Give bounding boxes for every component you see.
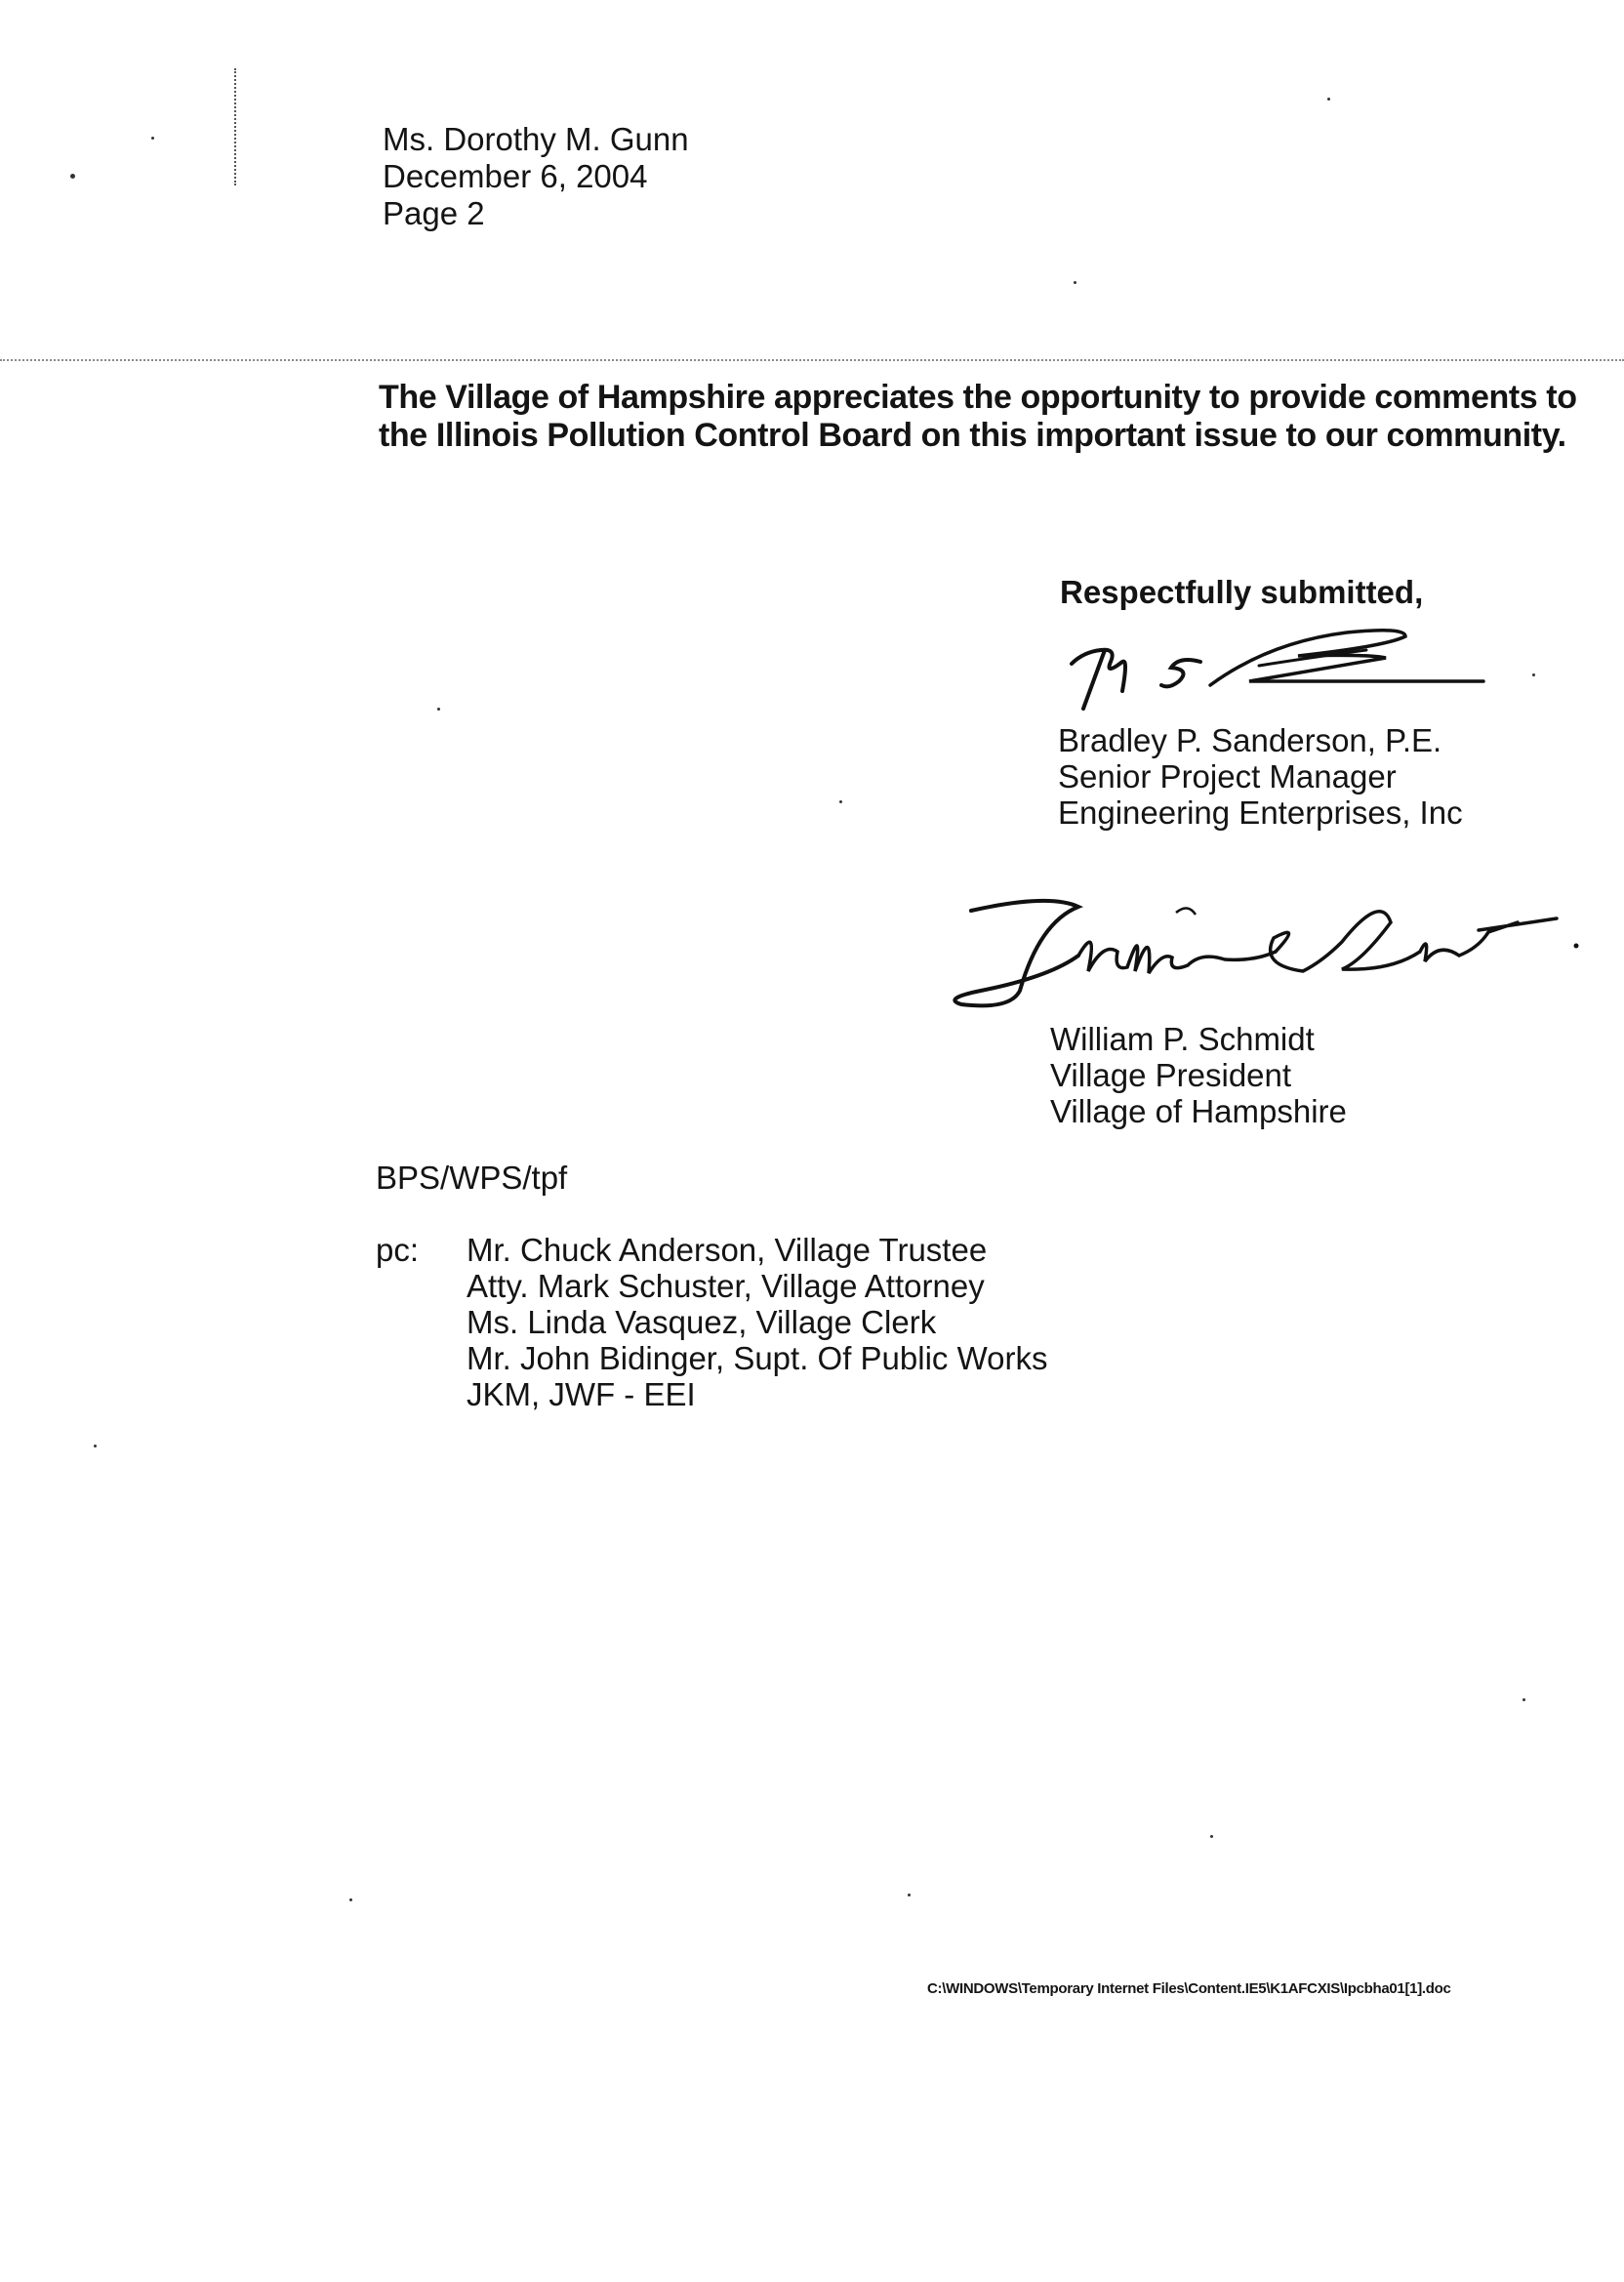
- scan-speck: [70, 174, 75, 179]
- signatory-1-name: Bradley P. Sanderson, P.E.: [1058, 722, 1442, 758]
- copy-recipient: Mr. John Bidinger, Supt. Of Public Works: [467, 1340, 1048, 1376]
- page-number: Page 2: [383, 195, 485, 231]
- copy-recipient: Mr. Chuck Anderson, Village Trustee: [467, 1232, 988, 1268]
- scan-speck: [839, 800, 842, 803]
- copy-recipient: JKM, JWF - EEI: [467, 1376, 696, 1412]
- closing: Respectfully submitted,: [1060, 574, 1424, 610]
- signatory-2-title: Village President: [1050, 1057, 1292, 1093]
- scan-speck: [437, 708, 440, 711]
- scan-speck: [908, 1894, 911, 1896]
- scan-speck: [1327, 98, 1330, 101]
- copies-label: pc:: [376, 1232, 420, 1268]
- signatory-2-name: William P. Schmidt: [1050, 1021, 1315, 1057]
- signatory-1-organization: Engineering Enterprises, Inc: [1058, 795, 1463, 831]
- footer-file-path: C:\WINDOWS\Temporary Internet Files\Content.IE5\K1AFCXIS\Ipcbha01[1].doc: [927, 1980, 1451, 1997]
- scan-speck: [1210, 1835, 1213, 1838]
- signature-schmidt: [932, 883, 1605, 1020]
- margin-mark: [234, 68, 236, 185]
- signatory-2-organization: Village of Hampshire: [1050, 1093, 1347, 1129]
- letter-date: December 6, 2004: [383, 158, 648, 194]
- scan-speck: [151, 137, 154, 140]
- scan-speck: [1074, 281, 1076, 284]
- body-paragraph-line-1: The Village of Hampshire appreciates the opportunity to provide comments to: [379, 379, 1577, 416]
- scan-speck: [1522, 1698, 1525, 1701]
- copy-recipient: Atty. Mark Schuster, Village Attorney: [467, 1268, 985, 1304]
- scan-speck: [349, 1898, 352, 1901]
- scan-speck: [94, 1445, 97, 1447]
- signature-sanderson: [1054, 603, 1493, 720]
- signatory-1-title: Senior Project Manager: [1058, 758, 1397, 795]
- recipient-name: Ms. Dorothy M. Gunn: [383, 121, 689, 157]
- typist-initials: BPS/WPS/tpf: [376, 1160, 568, 1196]
- fax-divider-line: [0, 359, 1624, 361]
- scan-speck: [1532, 673, 1535, 676]
- body-paragraph-line-2: the Illinois Pollution Control Board on this important issue to our community.: [379, 417, 1566, 454]
- copy-recipient: Ms. Linda Vasquez, Village Clerk: [467, 1304, 937, 1340]
